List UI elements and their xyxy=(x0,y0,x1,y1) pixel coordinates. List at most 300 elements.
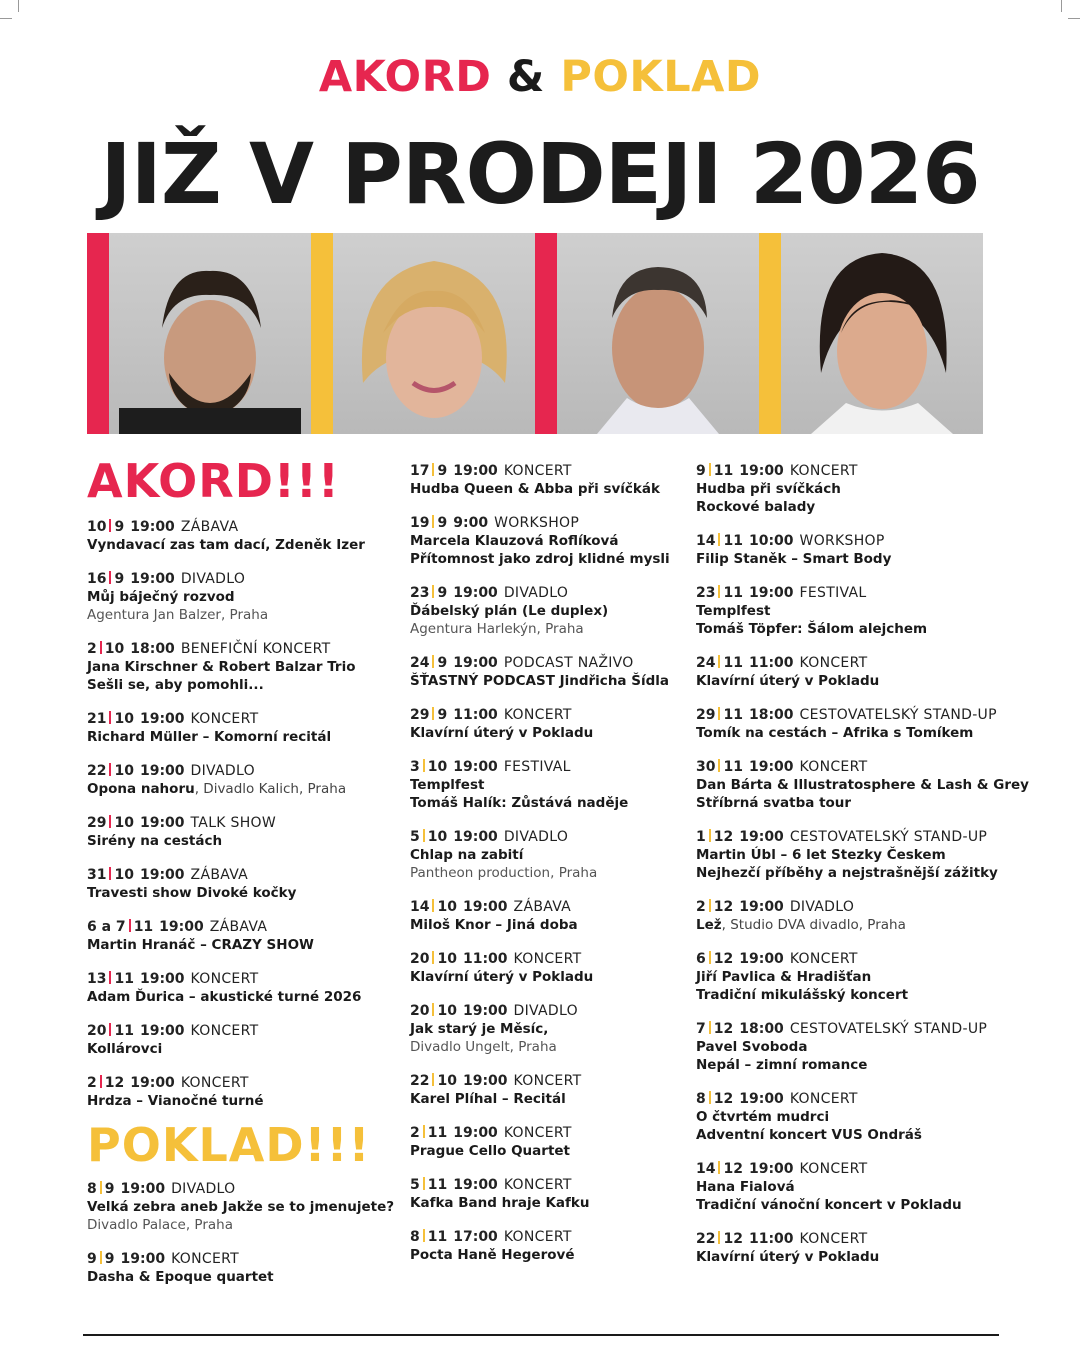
date-separator xyxy=(432,1073,434,1086)
footer-divider xyxy=(83,1334,999,1336)
event-type: KONCERT xyxy=(799,1161,868,1177)
event-title: O čtvrtém mudrci xyxy=(696,1109,830,1125)
event-time: 19:00 xyxy=(120,1181,166,1197)
event-title: Tradiční vánoční koncert v Pokladu xyxy=(696,1197,962,1213)
portrait-man-grey-icon xyxy=(557,233,759,434)
event-meta xyxy=(696,1230,1036,1248)
event-day: 31 xyxy=(87,867,107,883)
event-item xyxy=(87,570,397,624)
date-separator xyxy=(423,1125,425,1138)
event-item xyxy=(410,1228,690,1264)
event-time: 19:00 xyxy=(120,1251,166,1267)
event-day: 2 xyxy=(696,899,706,915)
event-meta xyxy=(410,1072,690,1090)
event-meta xyxy=(410,1228,690,1246)
event-type: KONCERT xyxy=(190,971,259,987)
event-item xyxy=(87,710,397,746)
section-title-poklad: POKLAD!!! xyxy=(87,1118,371,1172)
event-meta xyxy=(696,462,1036,480)
event-type: CESTOVATELSKÝ STAND-UP xyxy=(789,1021,988,1037)
portrait-woman-blonde-icon xyxy=(333,233,535,434)
event-meta xyxy=(410,514,690,532)
event-month: 11 xyxy=(427,1229,448,1245)
event-title: Martin Hranáč – CRAZY SHOW xyxy=(87,937,314,953)
event-month: 11 xyxy=(114,1023,134,1039)
event-meta xyxy=(410,898,690,916)
event-meta xyxy=(696,758,1036,776)
event-title: Klavírní úterý v Pokladu xyxy=(410,969,594,985)
event-item xyxy=(410,828,690,882)
event-time: 19:00 xyxy=(748,759,794,775)
event-venue: , Studio DVA divadlo, Praha xyxy=(721,917,906,933)
event-type: CESTOVATELSKÝ STAND-UP xyxy=(789,829,988,845)
event-month: 12 xyxy=(723,1231,743,1247)
event-day: 30 xyxy=(696,759,716,775)
event-item xyxy=(87,866,397,902)
event-title: Dasha & Epoque quartet xyxy=(87,1269,274,1285)
crop-mark xyxy=(1061,0,1062,12)
event-time: 19:00 xyxy=(453,463,498,479)
event-time: 19:00 xyxy=(139,711,185,727)
event-meta xyxy=(87,970,397,988)
event-time: 19:00 xyxy=(130,1075,175,1091)
event-item xyxy=(410,950,690,986)
event-item xyxy=(410,462,690,498)
event-meta xyxy=(87,1250,397,1268)
event-title: Klavírní úterý v Pokladu xyxy=(696,673,880,689)
event-meta xyxy=(696,532,1036,550)
event-month: 10 xyxy=(114,763,134,779)
event-type: TALK SHOW xyxy=(190,815,276,831)
event-title: Karel Plíhal – Recitál xyxy=(410,1091,566,1107)
date-separator xyxy=(100,1251,102,1264)
event-meta xyxy=(696,828,1036,846)
event-time: 19:00 xyxy=(130,519,175,535)
event-title: Filip Staněk – Smart Body xyxy=(696,551,892,567)
date-separator xyxy=(709,951,711,964)
event-type: ZÁBAVA xyxy=(190,867,249,883)
date-separator xyxy=(423,1177,425,1190)
event-meta xyxy=(410,758,690,776)
event-time: 19:00 xyxy=(739,829,784,845)
event-item xyxy=(87,814,397,850)
event-day: 9 xyxy=(696,463,706,479)
event-time: 9:00 xyxy=(453,515,489,531)
event-month: 9 xyxy=(104,1181,115,1197)
event-meta xyxy=(87,710,397,728)
event-title: Kafka Band hraje Kafku xyxy=(410,1195,590,1211)
event-month: 11 xyxy=(723,655,743,671)
event-day: 13 xyxy=(87,971,107,987)
event-time: 19:00 xyxy=(453,585,498,601)
event-month: 10 xyxy=(114,711,134,727)
event-title: Klavírní úterý v Pokladu xyxy=(410,725,594,741)
event-meta xyxy=(87,570,397,588)
event-time: 11:00 xyxy=(748,1231,794,1247)
event-meta xyxy=(87,1180,397,1198)
event-time: 11:00 xyxy=(453,707,498,723)
event-title: Pocta Haně Hegerové xyxy=(410,1247,575,1263)
akord-column xyxy=(87,454,397,1302)
event-title: Stříbrná svatba tour xyxy=(696,795,852,811)
event-title: Hudba Queen & Abba při svíčkák xyxy=(410,481,660,497)
event-month: 11 xyxy=(723,585,743,601)
brand-title xyxy=(0,52,1080,102)
event-meta xyxy=(410,1002,690,1020)
event-month: 10 xyxy=(437,1073,457,1089)
event-time: 17:00 xyxy=(453,1229,498,1245)
event-month: 10 xyxy=(104,641,125,657)
event-time: 11:00 xyxy=(748,655,794,671)
event-venue: Agentura Jan Balzer, Praha xyxy=(87,607,269,623)
event-item xyxy=(87,640,397,694)
event-month: 11 xyxy=(133,919,154,935)
date-separator xyxy=(709,1091,711,1104)
event-venue: Pantheon production, Praha xyxy=(410,865,598,881)
event-month: 10 xyxy=(427,759,448,775)
date-separator xyxy=(423,1229,425,1242)
event-month: 12 xyxy=(713,1091,734,1107)
accent-bar xyxy=(311,233,333,434)
event-time: 19:00 xyxy=(462,1073,508,1089)
event-item xyxy=(696,898,1036,934)
event-meta xyxy=(696,1090,1036,1108)
event-title: Adventní koncert VUS Ondráš xyxy=(696,1127,922,1143)
event-item xyxy=(696,1090,1036,1144)
event-day: 23 xyxy=(696,585,716,601)
event-title: Vyndavací zas tam dací, Zdeněk Izer xyxy=(87,537,365,553)
event-time: 19:00 xyxy=(139,971,185,987)
event-type: KONCERT xyxy=(503,1229,572,1245)
event-venue: , Divadlo Kalich, Praha xyxy=(194,781,347,797)
event-type: PODCAST NAŽIVO xyxy=(503,655,634,671)
event-meta xyxy=(87,814,397,832)
event-type: KONCERT xyxy=(799,1231,868,1247)
event-month: 11 xyxy=(723,533,743,549)
event-time: 19:00 xyxy=(139,815,185,831)
event-month: 12 xyxy=(104,1075,125,1091)
date-separator xyxy=(109,763,111,776)
event-time: 19:00 xyxy=(739,463,784,479)
event-meta xyxy=(696,654,1036,672)
event-month: 9 xyxy=(104,1251,115,1267)
event-item xyxy=(410,706,690,742)
event-month: 12 xyxy=(713,829,734,845)
event-day: 6 xyxy=(696,951,706,967)
event-item xyxy=(87,1250,397,1286)
event-item xyxy=(410,758,690,812)
event-meta xyxy=(87,918,397,936)
event-title: Můj báječný rozvod xyxy=(87,589,235,605)
event-item xyxy=(696,828,1036,882)
date-separator xyxy=(109,1023,111,1036)
event-month: 11 xyxy=(723,759,743,775)
event-item xyxy=(410,514,690,568)
date-separator xyxy=(432,515,434,528)
event-title: Opona nahoru, Divadlo Kalich, Praha xyxy=(87,781,347,797)
date-separator xyxy=(718,585,720,598)
brand-ampersand: & xyxy=(506,52,545,102)
date-separator xyxy=(432,1003,434,1016)
event-title: Ďábelský plán (Le duplex) xyxy=(410,603,609,619)
event-venue: Agentura Harlekýn, Praha xyxy=(410,621,584,637)
event-title: Tomík na cestách – Afrika s Tomíkem xyxy=(696,725,974,741)
event-type: WORKSHOP xyxy=(494,515,580,531)
page-title: JIŽ V PRODEJI 2026 xyxy=(100,125,980,223)
event-item xyxy=(696,532,1036,568)
date-separator xyxy=(432,585,434,598)
event-day: 21 xyxy=(87,711,107,727)
date-separator xyxy=(100,641,102,654)
event-day: 22 xyxy=(87,763,107,779)
event-day: 22 xyxy=(696,1231,716,1247)
event-meta xyxy=(87,1074,397,1092)
event-item xyxy=(696,584,1036,638)
date-separator xyxy=(718,1231,720,1244)
event-time: 18:00 xyxy=(739,1021,784,1037)
event-time: 19:00 xyxy=(739,1091,784,1107)
event-month: 9 xyxy=(437,463,448,479)
event-item xyxy=(696,758,1036,812)
event-type: DIVADLO xyxy=(171,1181,236,1197)
event-month: 12 xyxy=(713,899,734,915)
event-type: ZÁBAVA xyxy=(513,899,572,915)
event-item xyxy=(410,898,690,934)
event-month: 11 xyxy=(114,971,134,987)
event-item xyxy=(696,462,1036,516)
event-type: ZÁBAVA xyxy=(209,919,268,935)
event-day: 22 xyxy=(410,1073,430,1089)
event-day: 2 xyxy=(87,641,97,657)
event-time: 11:00 xyxy=(462,951,508,967)
event-item xyxy=(87,1180,397,1234)
event-day: 5 xyxy=(410,829,420,845)
event-item xyxy=(87,970,397,1006)
event-day: 8 xyxy=(410,1229,420,1245)
event-time: 19:00 xyxy=(748,585,794,601)
event-month: 12 xyxy=(713,951,734,967)
date-separator xyxy=(709,1021,711,1034)
event-time: 19:00 xyxy=(453,1177,498,1193)
event-venue: Divadlo Palace, Praha xyxy=(87,1217,233,1233)
akord-event-list xyxy=(87,518,397,1110)
event-time: 19:00 xyxy=(453,1125,498,1141)
event-month: 12 xyxy=(723,1161,743,1177)
event-meta xyxy=(410,950,690,968)
event-title: Travesti show Divoké kočky xyxy=(87,885,297,901)
event-month: 9 xyxy=(437,707,448,723)
accent-bar xyxy=(87,233,109,434)
date-separator xyxy=(709,463,711,476)
event-title: Lež, Studio DVA divadlo, Praha xyxy=(696,917,906,933)
accent-bar xyxy=(535,233,557,434)
date-separator xyxy=(109,571,111,584)
event-time: 19:00 xyxy=(462,1003,508,1019)
date-separator xyxy=(718,759,720,772)
event-time: 19:00 xyxy=(139,763,185,779)
date-separator xyxy=(718,533,720,546)
event-type: KONCERT xyxy=(789,951,858,967)
event-day: 19 xyxy=(410,515,430,531)
event-meta xyxy=(87,866,397,884)
event-time: 19:00 xyxy=(462,899,508,915)
event-month: 10 xyxy=(427,829,448,845)
event-type: KONCERT xyxy=(513,951,582,967)
event-meta xyxy=(410,1124,690,1142)
event-time: 19:00 xyxy=(130,571,175,587)
event-month: 10 xyxy=(114,867,134,883)
event-item xyxy=(87,762,397,798)
event-day: 14 xyxy=(410,899,430,915)
date-separator xyxy=(432,655,434,668)
event-day: 1 xyxy=(696,829,706,845)
event-day: 16 xyxy=(87,571,107,587)
event-day: 8 xyxy=(696,1091,706,1107)
event-item xyxy=(410,1176,690,1212)
event-time: 19:00 xyxy=(453,655,498,671)
event-month: 10 xyxy=(437,951,457,967)
event-type: KONCERT xyxy=(190,711,259,727)
event-title: Prague Cello Quartet xyxy=(410,1143,571,1159)
event-month: 11 xyxy=(427,1125,448,1141)
event-meta xyxy=(87,1022,397,1040)
date-separator xyxy=(423,759,425,772)
crop-mark xyxy=(0,18,12,19)
event-title: Miloš Knor – Jiná doba xyxy=(410,917,578,933)
event-title: Martin Úbl – 6 let Stezky Českem xyxy=(696,847,946,863)
event-title: Sirény na cestách xyxy=(87,833,223,849)
event-meta xyxy=(410,654,690,672)
date-separator xyxy=(709,829,711,842)
event-type: KONCERT xyxy=(171,1251,239,1267)
event-title: Nejhezčí příběhy a nejstrašnější zážitky xyxy=(696,865,998,881)
event-type: KONCERT xyxy=(503,707,572,723)
event-time: 18:00 xyxy=(748,707,794,723)
event-month: 9 xyxy=(114,571,125,587)
event-type: KONCERT xyxy=(503,1125,572,1141)
date-separator xyxy=(432,707,434,720)
event-time: 19:00 xyxy=(739,899,784,915)
event-month: 9 xyxy=(437,585,448,601)
event-month: 9 xyxy=(114,519,125,535)
date-separator xyxy=(709,899,711,912)
event-day: 20 xyxy=(410,951,430,967)
event-day: 29 xyxy=(87,815,107,831)
event-item xyxy=(87,518,397,554)
event-item xyxy=(410,1124,690,1160)
date-separator xyxy=(109,971,111,984)
event-type: KONCERT xyxy=(799,759,868,775)
event-title: Templfest xyxy=(696,603,771,619)
event-day: 8 xyxy=(87,1181,97,1197)
date-separator xyxy=(109,711,111,724)
date-separator xyxy=(423,829,425,842)
event-title: Hrdza – Vianočné turné xyxy=(87,1093,264,1109)
event-type: KONCERT xyxy=(190,1023,259,1039)
event-day: 9 xyxy=(87,1251,97,1267)
event-meta xyxy=(696,950,1036,968)
event-time: 19:00 xyxy=(748,1161,794,1177)
event-day: 29 xyxy=(410,707,430,723)
event-title: Chlap na zabití xyxy=(410,847,524,863)
event-title: Klavírní úterý v Pokladu xyxy=(696,1249,880,1265)
date-separator xyxy=(100,1075,102,1088)
event-day: 10 xyxy=(87,519,107,535)
event-title: Tradiční mikulášský koncert xyxy=(696,987,909,1003)
event-day: 14 xyxy=(696,1161,716,1177)
event-type: DIVADLO xyxy=(180,571,246,587)
event-day: 23 xyxy=(410,585,430,601)
poklad-event-list xyxy=(87,1180,397,1286)
event-day: 24 xyxy=(696,655,716,671)
event-type: KONCERT xyxy=(503,1177,572,1193)
date-separator xyxy=(718,655,720,668)
event-time: 18:00 xyxy=(130,641,175,657)
date-separator xyxy=(432,463,434,476)
event-title: Rockové balady xyxy=(696,499,816,515)
event-title: Jiří Pavlica & Hradišťan xyxy=(696,969,872,985)
event-item xyxy=(696,1230,1036,1266)
brand-akord: AKORD xyxy=(318,52,492,102)
date-separator xyxy=(109,815,111,828)
event-item xyxy=(410,1072,690,1108)
event-time: 19:00 xyxy=(139,1023,185,1039)
poklad-event-list xyxy=(410,462,690,1264)
poklad-column-3 xyxy=(696,462,1036,1282)
event-item xyxy=(87,1074,397,1110)
event-meta xyxy=(87,762,397,780)
event-type: KONCERT xyxy=(180,1075,249,1091)
event-type: FESTIVAL xyxy=(503,759,571,775)
event-month: 10 xyxy=(437,899,457,915)
event-item xyxy=(410,584,690,638)
date-separator xyxy=(109,519,111,532)
date-separator xyxy=(100,1181,102,1194)
event-title: Pavel Svoboda xyxy=(696,1039,808,1055)
event-type: DIVADLO xyxy=(513,1003,578,1019)
section-title-akord: AKORD!!! xyxy=(87,454,340,508)
event-meta xyxy=(410,462,690,480)
event-day: 2 xyxy=(87,1075,97,1091)
event-title: Richard Müller – Komorní recitál xyxy=(87,729,332,745)
event-title: Dan Bárta & Illustratosphere & Lash & Grey xyxy=(696,777,1029,793)
event-day: 7 xyxy=(696,1021,706,1037)
event-time: 19:00 xyxy=(453,829,498,845)
event-item xyxy=(696,654,1036,690)
event-item xyxy=(696,950,1036,1004)
event-day: 20 xyxy=(410,1003,430,1019)
event-item xyxy=(410,1002,690,1056)
event-title: Hana Fialová xyxy=(696,1179,795,1195)
event-type: DIVADLO xyxy=(503,585,569,601)
event-type: DIVADLO xyxy=(503,829,569,845)
event-time: 19:00 xyxy=(739,951,784,967)
event-title: Templfest xyxy=(410,777,485,793)
event-title: Nepál – zimní romance xyxy=(696,1057,868,1073)
event-day: 2 xyxy=(410,1125,420,1141)
event-meta xyxy=(87,640,397,658)
event-type: WORKSHOP xyxy=(799,533,885,549)
event-type: KONCERT xyxy=(513,1073,582,1089)
portrait-man-beard-icon xyxy=(109,233,311,434)
event-day: 3 xyxy=(410,759,420,775)
event-meta xyxy=(410,706,690,724)
event-month: 12 xyxy=(713,1021,734,1037)
portrait-woman-dark-icon xyxy=(781,233,983,434)
event-type: DIVADLO xyxy=(789,899,855,915)
event-meta xyxy=(410,584,690,602)
event-venue: Divadlo Ungelt, Praha xyxy=(410,1039,557,1055)
